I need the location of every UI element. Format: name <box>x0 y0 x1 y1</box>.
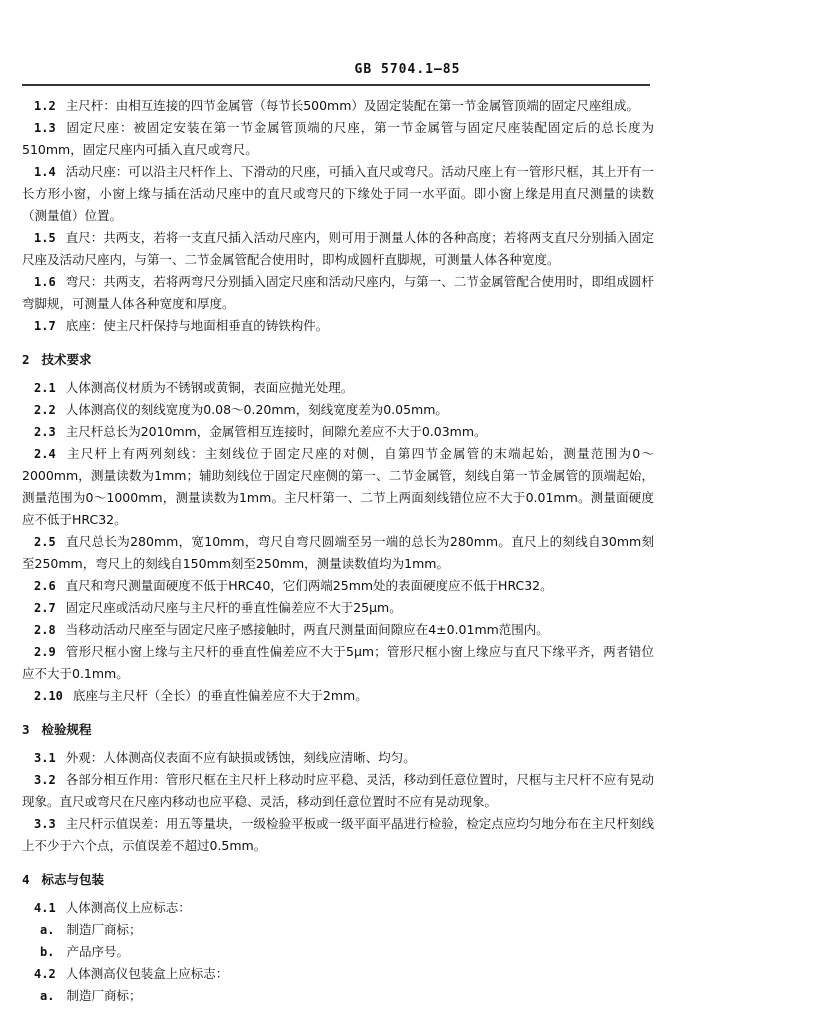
list-text: 制造厂商标； <box>66 988 142 1003</box>
section-number: 4 <box>22 872 30 887</box>
clause-number: 1.2 <box>34 99 56 113</box>
clause-text: 直尺和弯尺测量面硬度不低于HRC40，它们两端25mm处的表面硬度应不低于HRC32。 <box>65 578 553 593</box>
clause-number: 2.9 <box>34 645 56 659</box>
clause-text: 人体测高仪包装盒上应标志： <box>65 966 229 981</box>
section-number: 2 <box>22 352 30 367</box>
clause-text: 人体测高仪的刻线宽度为0.08～0.20mm，刻线宽度差为0.05mm。 <box>65 402 448 417</box>
clause-text: 固定尺座或活动尺座与主尺杆的垂直性偏差应不大于25μm。 <box>65 600 402 615</box>
clause-number: 2.1 <box>34 381 56 395</box>
document-body <box>22 95 654 1007</box>
list-item <box>22 919 654 941</box>
clause-number: 2.3 <box>34 425 56 439</box>
clause-number: 4.1 <box>34 901 56 915</box>
clause-text: 人体测高仪材质为不锈钢或黄铜，表面应抛光处理。 <box>65 380 354 395</box>
clause-text: 弯尺：共两支，若将两弯尺分别插入固定尺座和活动尺座内，与第一、二节金属管配合使用时，即组成圆杆弯脚规，可测量人体各种宽度和厚度。 <box>22 274 654 311</box>
clause-text: 主尺杆：由相互连接的四节金属管（每节长500mm）及固定装配在第一节金属管顶端的固定尺座组成。 <box>65 98 639 113</box>
clause-number: 2.10 <box>34 689 63 703</box>
clause-3-3 <box>22 813 654 857</box>
clause-3-2 <box>22 769 654 813</box>
clause-1-2 <box>22 95 654 117</box>
clause-2-7 <box>22 597 654 619</box>
clause-1-4 <box>22 161 654 227</box>
clause-text: 当移动活动尺座至与固定尺座子感接触时，两直尺测量面间隙应在4±0.01mm范围内。 <box>65 622 549 637</box>
clause-1-7 <box>22 315 654 337</box>
clause-1-5 <box>22 227 654 271</box>
clause-text: 主尺杆上有两列刻线：主刻线位于固定尺座的对侧，自第四节金属管的末端起始，测量范围为0～2000mm，测量读数为1mm；辅助刻线位于固定尺座侧的第一、二节金属管，刻线自第一节金属管的顶端起始，测量范围为0～1000mm，测量读数为1mm。主尺杆第一、二节上两面刻线错位应不大于0.01mm。测量面硬度应不低于HRC32。 <box>22 446 654 527</box>
clause-number: 4.2 <box>34 967 56 981</box>
list-item <box>22 941 654 963</box>
clause-4-1 <box>22 897 654 919</box>
clause-1-3 <box>22 117 654 161</box>
clause-number: 2.7 <box>34 601 56 615</box>
clause-number: 2.5 <box>34 535 56 549</box>
list-marker: a. <box>40 923 55 937</box>
clause-number: 3.2 <box>34 773 56 787</box>
clause-text: 直尺总长为280mm，宽10mm，弯尺自弯尺圆端至另一端的总长为280mm。直尺上的刻线自30mm刻至250mm，弯尺上的刻线自150mm刻至250mm，测量读数值均为1mm。 <box>22 534 654 571</box>
page-header: GB 5704.1—85 <box>354 62 461 77</box>
header-divider <box>22 84 650 86</box>
clause-text: 底座与主尺杆（全长）的垂直性偏差应不大于2mm。 <box>72 688 368 703</box>
clause-2-6 <box>22 575 654 597</box>
clause-2-10 <box>22 685 654 707</box>
clause-text: 管形尺框小窗上缘与主尺杆的垂直性偏差应不大于5μm；管形尺框小窗上缘应与直尺下缘平齐，两者错位应不大于0.1mm。 <box>22 644 654 681</box>
clause-number: 2.8 <box>34 623 56 637</box>
clause-3-1 <box>22 747 654 769</box>
section-3-title <box>22 719 654 741</box>
clause-2-3 <box>22 421 654 443</box>
section-4-title <box>22 869 654 891</box>
section-heading: 技术要求 <box>41 352 92 367</box>
clause-text: 底座：使主尺杆保持与地面相垂直的铸铁构件。 <box>65 318 329 333</box>
clause-2-1 <box>22 377 654 399</box>
clause-number: 1.7 <box>34 319 56 333</box>
clause-2-8 <box>22 619 654 641</box>
clause-number: 2.4 <box>34 447 56 461</box>
clause-text: 固定尺座：被固定安装在第一节金属管顶端的尺座，第一节金属管与固定尺座装配固定后的总长度为510mm，固定尺座内可插入直尺或弯尺。 <box>22 120 654 157</box>
clause-text: 活动尺座：可以沿主尺杆作上、下滑动的尺座，可插入直尺或弯尺。活动尺座上有一管形尺框，其上开有一长方形小窗，小窗上缘与插在活动尺座中的直尺或弯尺的下缘处于同一水平面。即小窗上缘是用直尺测量的读数（测量值）位置。 <box>22 164 654 223</box>
clause-number: 3.1 <box>34 751 56 765</box>
clause-text: 直尺：共两支，若将一支直尺插入活动尺座内，则可用于测量人体的各种高度；若将两支直尺分别插入固定尺座及活动尺座内，与第一、二节金属管配合使用时，即构成圆杆直脚规，可测量人体各种宽度。 <box>22 230 654 267</box>
section-number: 3 <box>22 722 30 737</box>
clause-4-2 <box>22 963 654 985</box>
clause-number: 2.6 <box>34 579 56 593</box>
list-text: 制造厂商标； <box>66 922 142 937</box>
list-marker: a. <box>40 989 55 1003</box>
clause-number: 1.6 <box>34 275 56 289</box>
section-heading: 检验规程 <box>41 722 92 737</box>
clause-text: 外观：人体测高仪表面不应有缺损或锈蚀，刻线应清晰、均匀。 <box>65 750 416 765</box>
section-2-title <box>22 349 654 371</box>
list-text: 产品序号。 <box>66 944 129 959</box>
clause-number: 3.3 <box>34 817 56 831</box>
clause-number: 1.5 <box>34 231 56 245</box>
list-marker: b. <box>40 945 55 959</box>
clause-text: 人体测高仪上应标志： <box>65 900 191 915</box>
clause-2-5 <box>22 531 654 575</box>
list-item <box>22 985 654 1007</box>
clause-text: 主尺杆总长为2010mm，金属管相互连接时，间隙允差应不大于0.03mm。 <box>65 424 487 439</box>
clause-number: 1.4 <box>34 165 56 179</box>
clause-number: 2.2 <box>34 403 56 417</box>
clause-1-6 <box>22 271 654 315</box>
clause-2-9 <box>22 641 654 685</box>
clause-number: 1.3 <box>34 121 56 135</box>
clause-text: 各部分相互作用：管形尺框在主尺杆上移动时应平稳、灵活，移动到任意位置时，尺框与主尺杆不应有晃动现象。直尺或弯尺在尺座内移动也应平稳、灵活，移动到任意位置时不应有晃动现象。 <box>22 772 654 809</box>
section-heading: 标志与包装 <box>41 872 105 887</box>
clause-text: 主尺杆示值误差：用五等量块，一级检验平板或一级平面平晶进行检验，检定点应均匀地分布在主尺杆刻线上不少于六个点，示值误差不超过0.5mm。 <box>22 816 654 853</box>
clause-2-4 <box>22 443 654 531</box>
clause-2-2 <box>22 399 654 421</box>
